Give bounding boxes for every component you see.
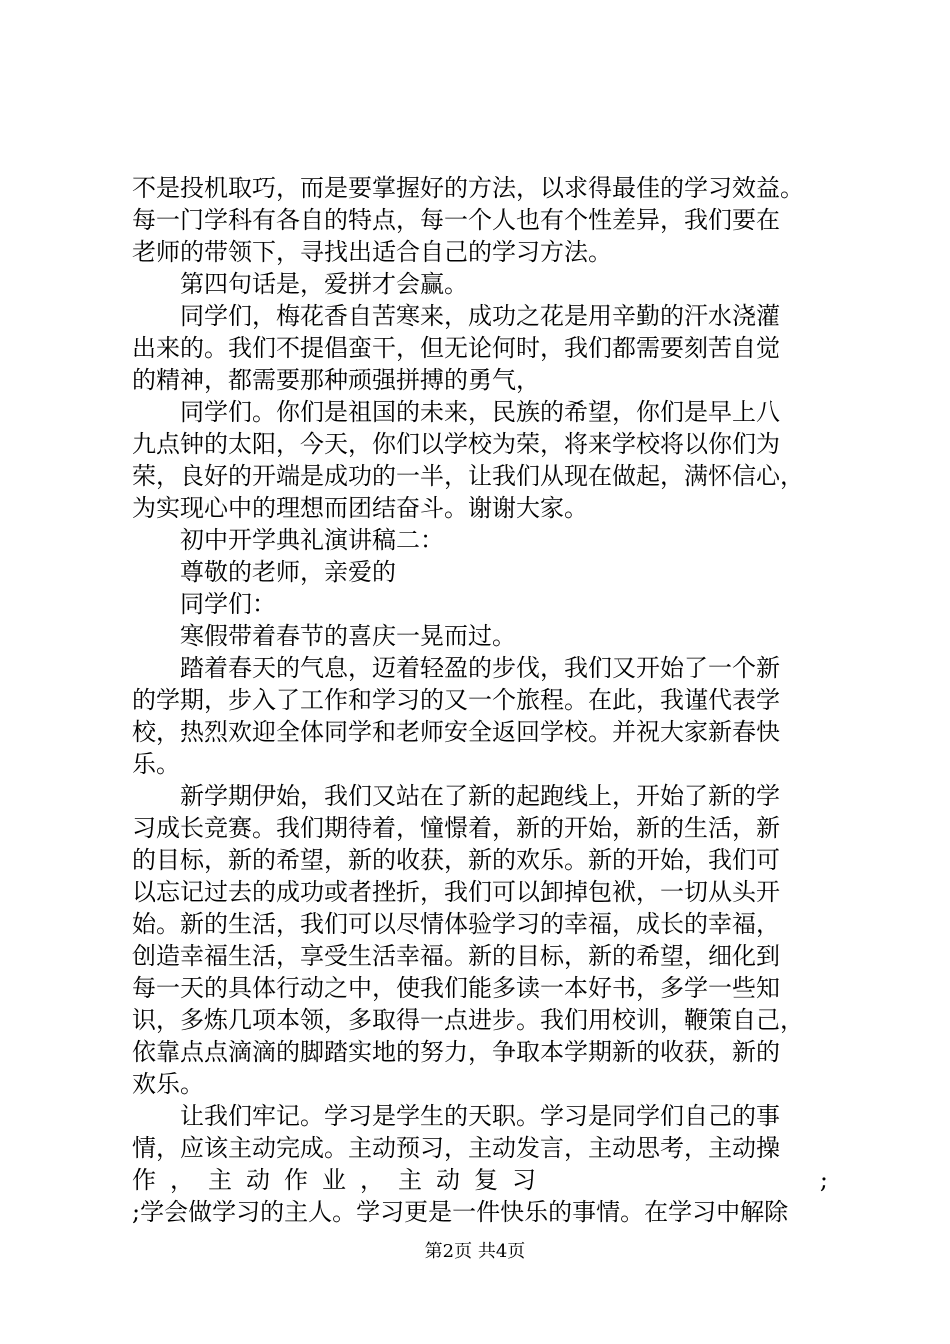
text-line: 同学们，梅花香自苦寒来，成功之花是用辛勤的汗水浇灌 [180,302,780,330]
text-line: 九点钟的太阳，今天，你们以学校为荣，将来学校将以你们为 [132,430,780,458]
text-line: 习成长竞赛。我们期待着，憧憬着，新的开始，新的生活，新 [132,814,780,842]
document-body [132,172,828,1228]
text-line: 出来的。我们不提倡蛮干，但无论何时，我们都需要刻苦自觉 [132,334,780,362]
text-line: 同学们。你们是祖国的未来，民族的希望，你们是早上八 [180,398,780,426]
text-line: ;学会做学习的主人。学习更是一件快乐的事情。在学习中解除 [132,1198,789,1226]
text-line: 创造幸福生活，享受生活幸福。新的目标，新的希望，细化到 [132,942,780,970]
text-line: 尊敬的老师，亲爱的 [180,558,396,586]
text-line: 寒假带着春节的喜庆一晃而过。 [180,622,516,650]
text-line: 情，应该主动完成。主动预习，主动发言，主动思考，主动操 [132,1134,780,1162]
text-line: 每一门学科有各自的特点，每一个人也有个性差异，我们要在 [132,206,780,234]
text-line-left: 作，主动作业，主动复习 [132,1166,550,1194]
text-line-split [132,1164,828,1196]
text-line: 老师的带领下，寻找出适合自己的学习方法。 [132,238,612,266]
text-line: 依靠点点滴滴的脚踏实地的努力，争取本学期新的收获，新的 [132,1038,780,1066]
text-line: 新学期伊始，我们又站在了新的起跑线上，开始了新的学 [180,782,780,810]
text-line: 第四句话是，爱拼才会赢。 [180,270,468,298]
text-line-right: ; [819,1166,828,1194]
text-line: 初中开学典礼演讲稿二： [180,526,444,554]
text-line: 乐。 [132,750,180,778]
text-line: 不是投机取巧，而是要掌握好的方法，以求得最佳的学习效益。 [132,174,804,202]
text-line: 每一天的具体行动之中，使我们能多读一本好书，多学一些知 [132,974,780,1002]
text-line: 的学期，步入了工作和学习的又一个旅程。在此，我谨代表学 [132,686,780,714]
text-line: 识，多炼几项本领，多取得一点进步。我们用校训，鞭策自己， [132,1006,804,1034]
text-line: 同学们： [180,590,276,618]
text-line: 以忘记过去的成功或者挫折，我们可以卸掉包袱，一切从头开 [132,878,780,906]
text-line: 荣，良好的开端是成功的一半，让我们从现在做起，满怀信心， [132,462,804,490]
text-line: 的目标，新的希望，新的收获，新的欢乐。新的开始，我们可 [132,846,780,874]
text-line: 的精神，都需要那种顽强拼搏的勇气， [132,366,540,394]
text-line: 为实现心中的理想而团结奋斗。谢谢大家。 [132,494,588,522]
text-line: 始。新的生活，我们可以尽情体验学习的幸福，成长的幸福， [132,910,780,938]
text-line: 校，热烈欢迎全体同学和老师安全返回学校。并祝大家新春快 [132,718,780,746]
text-line: 让我们牢记。学习是学生的天职。学习是同学们自己的事 [180,1102,780,1130]
page-footer: 第2页 共4页 [424,1241,526,1262]
text-line: 欢乐。 [132,1070,204,1098]
text-line: 踏着春天的气息，迈着轻盈的步伐，我们又开始了一个新 [180,654,780,682]
